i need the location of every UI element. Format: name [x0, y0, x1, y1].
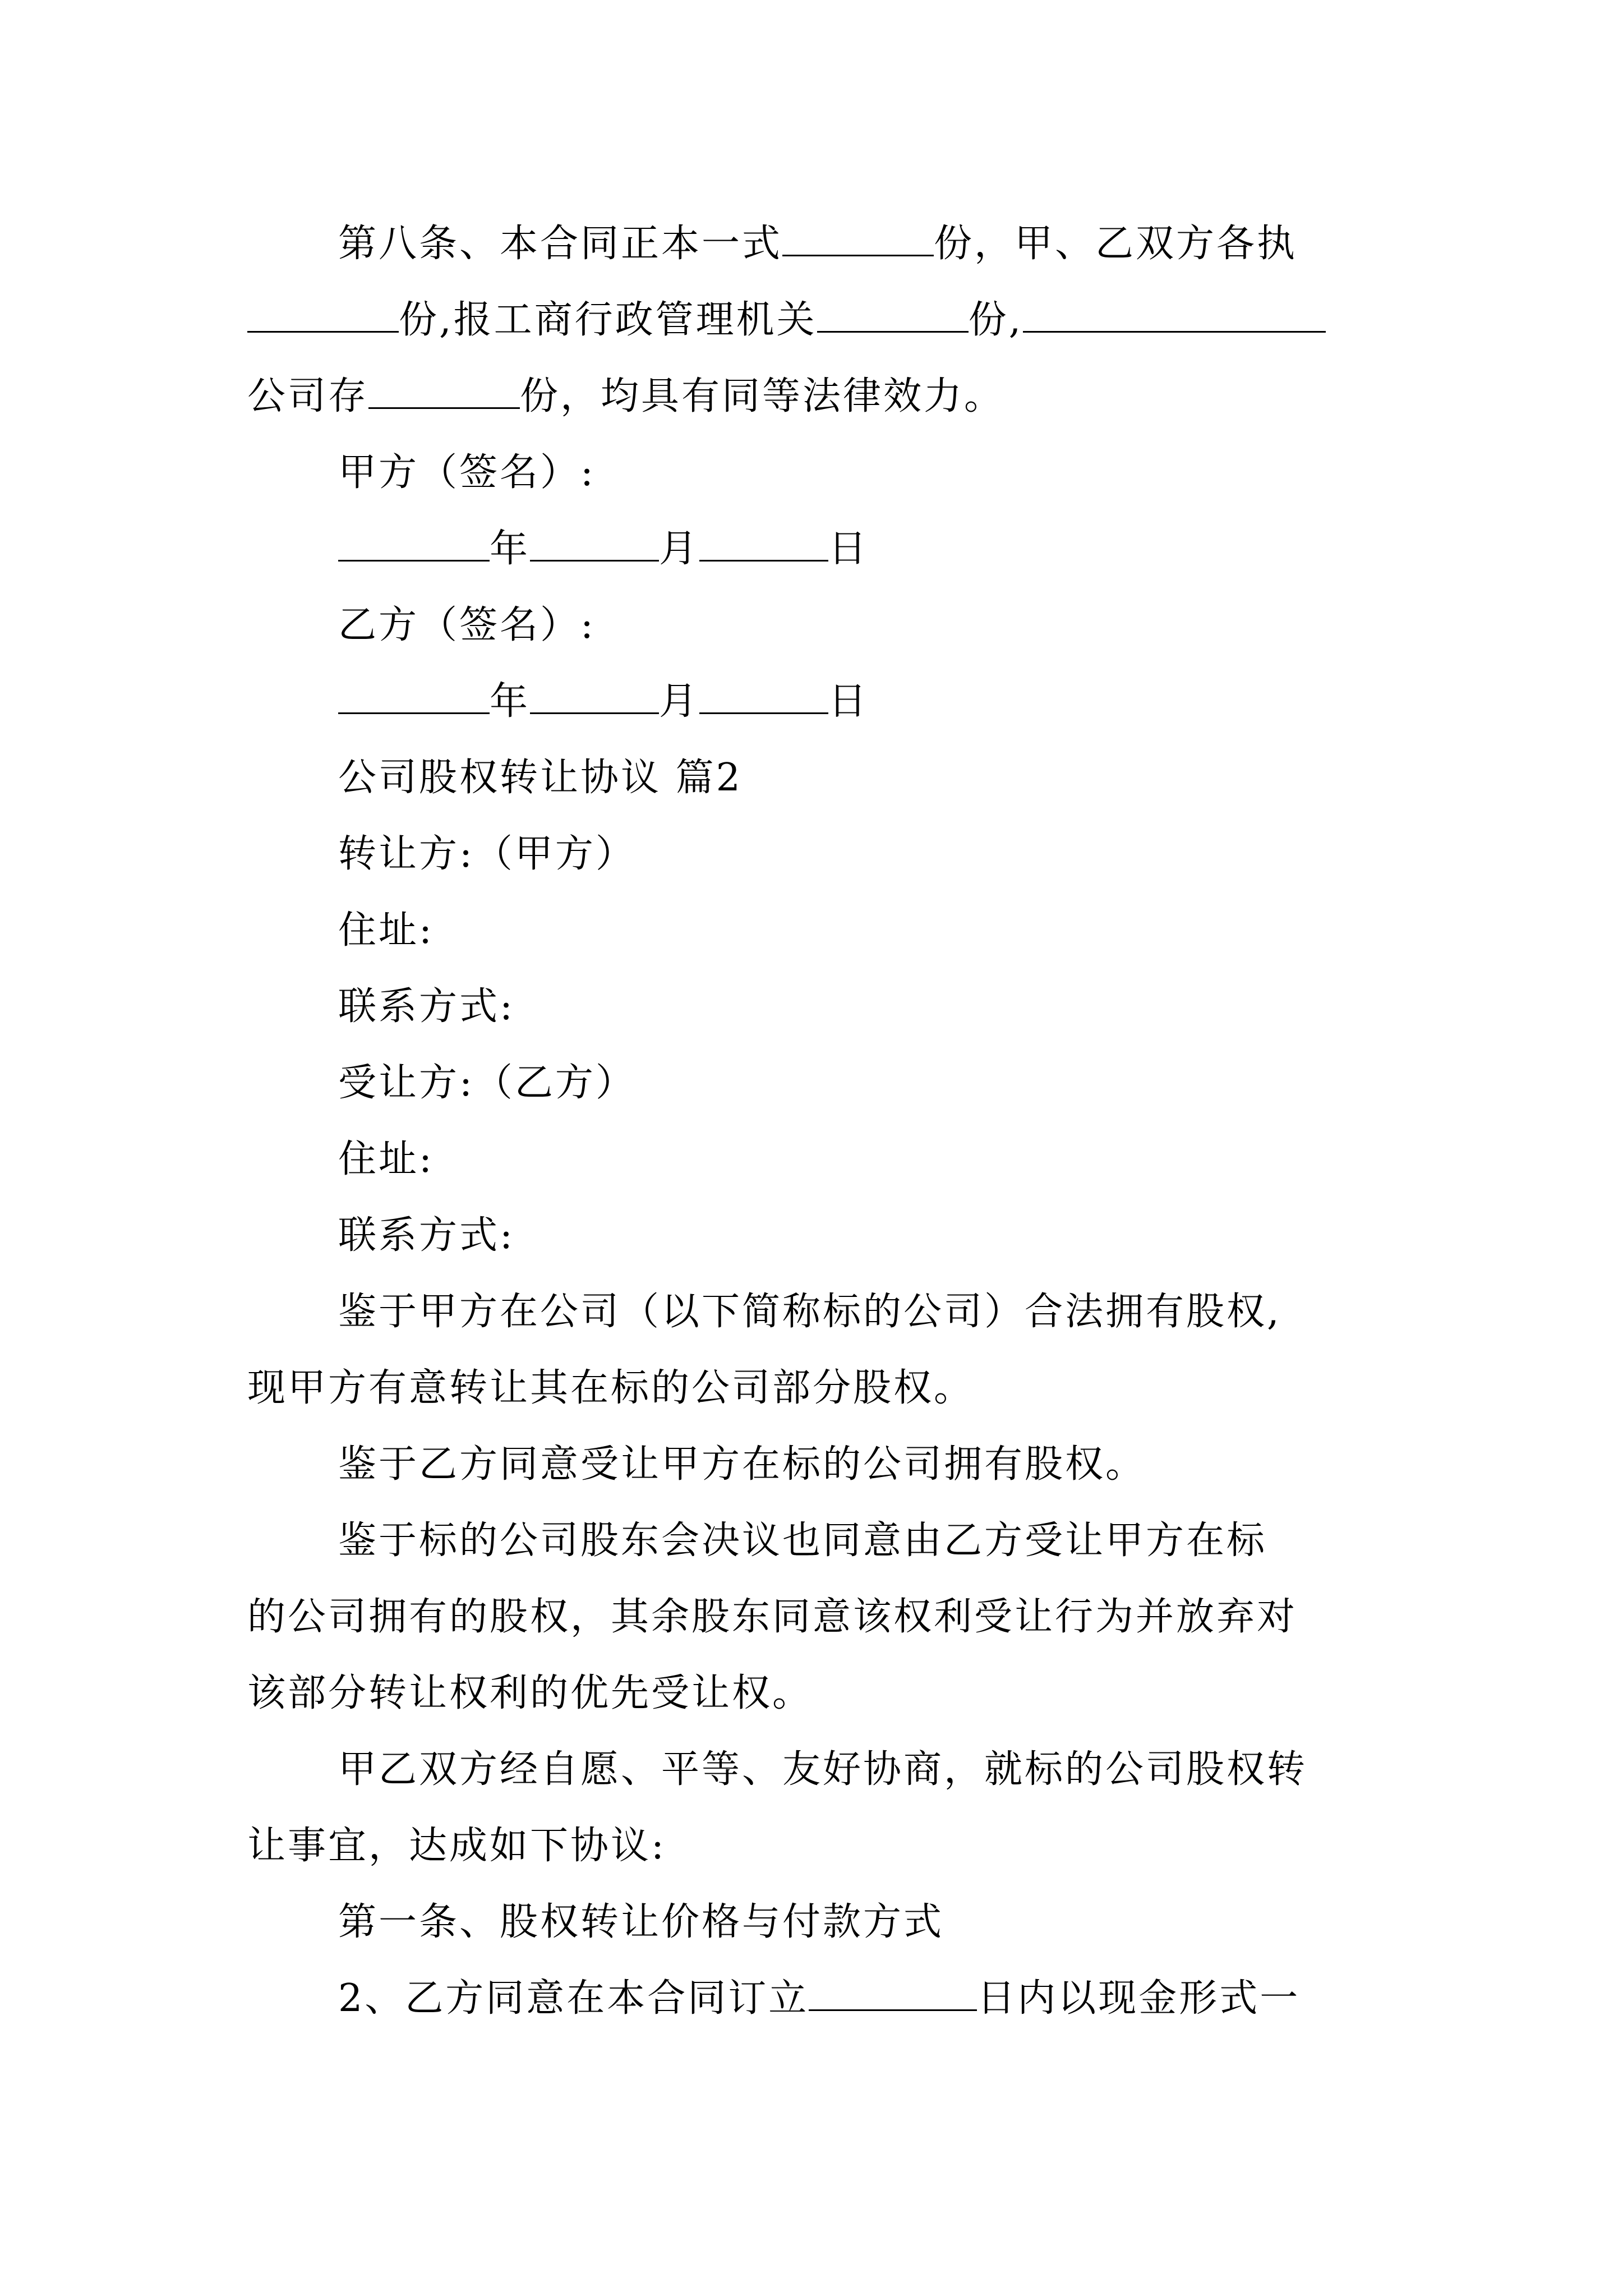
clause-8-text-cont: 份，甲、乙双方各执	[934, 222, 1298, 266]
days-blank	[809, 1975, 977, 2011]
party-b-signature-label: 乙方（签名）:	[338, 603, 596, 647]
party-a-date	[338, 521, 869, 577]
party-b-date	[338, 674, 869, 730]
year-label: 年	[490, 679, 531, 724]
year-blank	[338, 525, 490, 562]
paragraph-text: 现甲方有意转让其在标的公司部分股权。	[247, 1366, 975, 1410]
contact-label: 联系方式:	[338, 1213, 515, 1258]
agreement-intro-line-2	[247, 1818, 666, 1874]
agreement-intro-line-1	[338, 1742, 1307, 1798]
paragraph-text: 2、乙方同意在本合同订立	[338, 1976, 809, 2021]
address-label: 住址:	[338, 1137, 434, 1181]
recital-3-line-1	[338, 1513, 1267, 1569]
clause-8-line-2	[247, 292, 1326, 348]
copies-total-blank	[782, 220, 934, 256]
year-blank	[338, 678, 490, 714]
clause-8-text-3b: 份，均具有同等法律效力。	[520, 374, 1005, 418]
section-title	[338, 750, 743, 806]
clause-1-heading	[338, 1894, 944, 1950]
copies-company-blank	[368, 372, 520, 409]
paragraph-text: 甲乙双方经自愿、平等、友好协商，就标的公司股权转	[338, 1747, 1308, 1792]
recital-1-line-1	[338, 1284, 1281, 1340]
day-blank	[699, 678, 828, 714]
paragraph-text: 让事宜，达成如下协议:	[247, 1824, 666, 1868]
month-label: 月	[659, 679, 700, 724]
transferee-address	[338, 1131, 434, 1188]
day-blank	[699, 525, 828, 562]
day-label: 日	[828, 679, 869, 724]
recital-3-line-3	[247, 1665, 813, 1722]
paragraph-text: 的公司拥有的股权，其余股东同意该权利受让行为并放弃对	[247, 1595, 1298, 1639]
clause-8-text-3: 公司存	[247, 374, 369, 418]
transferee-text: 受让方:（乙方）	[338, 1061, 636, 1105]
party-a-signature-label: 甲方（签名）:	[338, 450, 596, 495]
recital-3-line-2	[247, 1589, 1297, 1645]
transferor-contact	[338, 979, 515, 1035]
recital-1-line-2	[247, 1360, 974, 1416]
contact-label: 联系方式:	[338, 984, 515, 1029]
clause-heading-text: 第一条、股权转让价格与付款方式	[338, 1900, 944, 1944]
copies-registry-blank	[817, 296, 969, 333]
copies-each-blank	[247, 296, 399, 333]
transferor-text: 转让方:（甲方）	[338, 832, 636, 876]
address-label: 住址:	[338, 908, 434, 953]
transferee-contact	[338, 1208, 515, 1264]
paragraph-text: 鉴于乙方同意受让甲方在标的公司拥有股权。	[338, 1442, 1146, 1487]
paragraph-text: 该部分转让权利的优先受让权。	[247, 1671, 813, 1715]
transferor-label	[338, 826, 636, 882]
paragraph-text: 鉴于标的公司股东会决议也同意由乙方受让甲方在标	[338, 1519, 1267, 1563]
section-title-text: 公司股权转让协议 篇2	[338, 756, 743, 800]
clause-8-text-2b: 份,	[968, 298, 1023, 342]
recital-2	[338, 1437, 1146, 1493]
transferor-address	[338, 903, 434, 959]
party-a-signature	[338, 445, 596, 501]
other-party-blank	[1023, 296, 1326, 333]
clause-8-line-3	[247, 369, 1004, 425]
day-label: 日	[828, 527, 869, 571]
paragraph-text: 鉴于甲方在公司（以下简称标的公司）合法拥有股权,	[338, 1290, 1281, 1334]
party-b-signature	[338, 597, 596, 654]
year-label: 年	[490, 527, 531, 571]
paragraph-text-cont: 日内以现金形式一	[977, 1976, 1301, 2021]
clause-8-line-1	[338, 216, 1297, 272]
clause-1-item-2	[338, 1971, 1300, 2027]
transferee-label	[338, 1055, 636, 1111]
month-blank	[530, 678, 659, 714]
clause-8-text-2: 份,报工商行政管理机关	[399, 298, 817, 342]
clause-8-text: 第八条、本合同正本一式	[338, 222, 783, 266]
month-label: 月	[659, 527, 700, 571]
month-blank	[530, 525, 659, 562]
